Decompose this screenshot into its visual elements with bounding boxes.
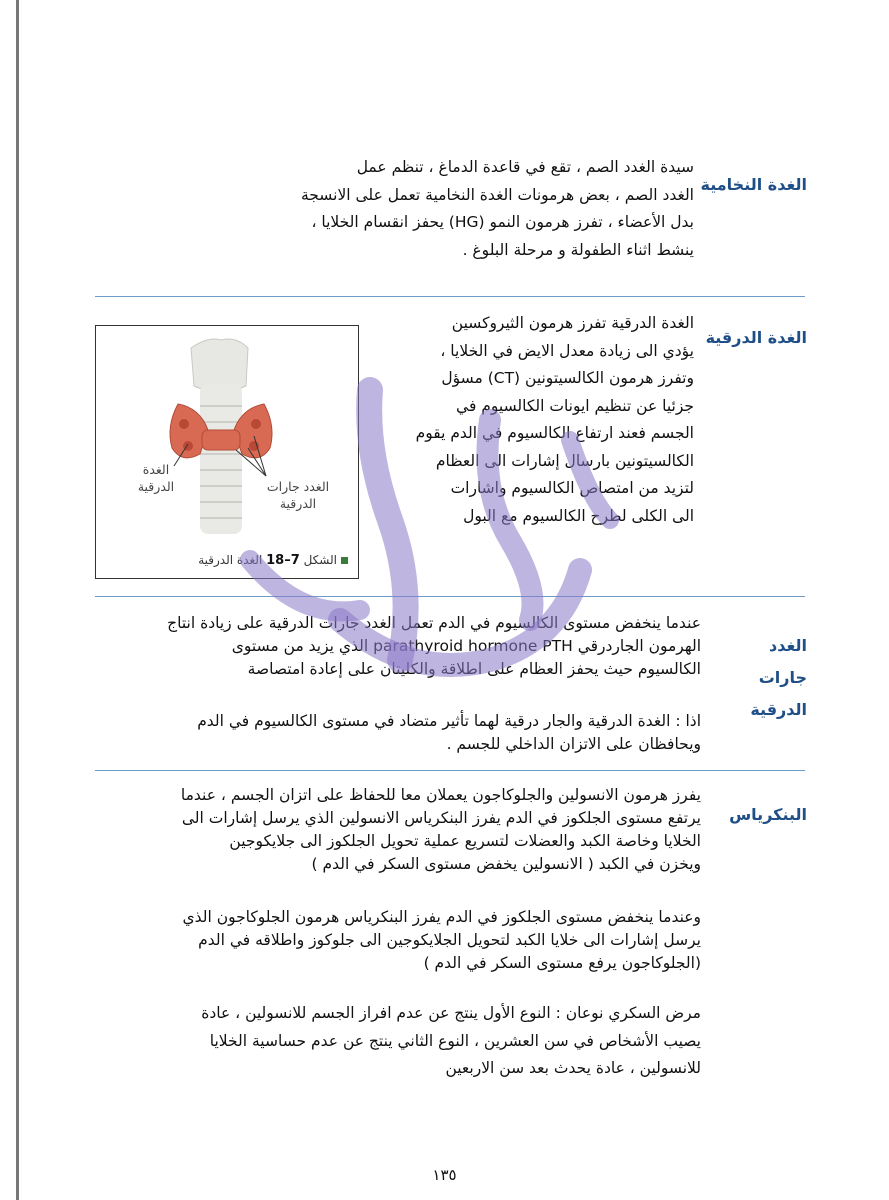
caption-marker-icon (341, 557, 348, 564)
text-line: الى الكلى لطرح الكالسيوم مع البول (463, 506, 694, 525)
pancreas-text-1 (91, 784, 701, 876)
caption-title: الغدة الدرقية (198, 553, 263, 567)
text-line: ويحافظان على الاتزان الداخلي للجسم . (446, 735, 701, 753)
heading-thyroid: الغدة الدرقية (705, 328, 807, 347)
thyroid-text (364, 310, 694, 530)
text-line: ويخزن في الكبد ( الانسولين يخفض مستوى السكر في الدم ) (311, 855, 701, 873)
parathyroid-text-2 (91, 710, 701, 756)
caption-number: 7–18 (266, 553, 300, 568)
text-line: يؤدي الى زيادة معدل الايض في الخلايا ، (440, 341, 694, 360)
text-line: سيدة الغدد الصم ، تقع في قاعدة الدماغ ، تنظم عمل (356, 158, 694, 176)
text-line: (الجلوكاجون يرفع مستوى السكر في الدم ) (423, 954, 701, 972)
text-line: جزئيا عن تنظيم ايونات الكالسيوم في (456, 396, 694, 415)
text-line: يفرز هرمون الانسولين والجلوكاجون يعملان معا للحفاظ على اتزان الجسم ، عندما (180, 786, 701, 804)
text-line: الغدة الدرقية تفرز هرمون الثيروكسين (451, 314, 694, 332)
heading-parathyroid: الغدد جارات الدرقية (750, 636, 807, 719)
text-line: وعندما ينخفض مستوى الجلكوز في الدم يفرز البنكرياس هرمون الجلوكاجون الذي (182, 908, 701, 926)
parathyroid-text-1 (91, 612, 701, 681)
text-line: يرتفع مستوى الجلكوز في الدم يفرز البنكرياس الانسولين الذي يرسل إشارات الى (181, 809, 701, 827)
thyroid-illustration (96, 326, 358, 556)
heading-pituitary: الغدة النخامية (700, 175, 807, 194)
thyroid-figure (95, 325, 359, 579)
text-line: الخلايا وخاصة الكبد والعضلات لتسريع عملية تحويل الجلكوز الى جلايكوجين (229, 832, 701, 850)
text-line: يرسل إشارات الى خلايا الكبد لتحويل الجلايكوجين الى جلوكوز واطلاقه في الدم (198, 931, 701, 949)
label-thyroid: الغدة الدرقية (137, 462, 175, 494)
text-line: الغدد الصم ، بعض هرمونات الغدة النخامية تعمل على الانسجة (300, 185, 694, 204)
section-divider (95, 596, 805, 597)
text-line: الجسم فعند ارتفاع الكالسيوم في الدم يقوم (415, 424, 694, 442)
page-number: ١٣٥ (432, 1166, 457, 1184)
text-line: الكالسيوم حيث يحفز العظام على اطلاقة والكليتان على إعادة امتصاصة (247, 660, 701, 678)
text-line: ينشط اثناء الطفولة و مرحلة البلوغ . (462, 240, 694, 259)
text-line: لتزيد من امتصاص الكالسيوم واشارات (450, 479, 694, 497)
text-line: للانسولين ، عادة يحدث بعد سن الاربعين (445, 1059, 701, 1077)
caption-prefix: الشكل (303, 553, 337, 567)
text-line: الهرمون الجاردرقي parathyroid hormone PTH الذي يزيد من مستوى (231, 637, 701, 655)
text-line: بدل الأعضاء ، تفرز هرمون النمو (HG) يحفز انقسام الخلايا ، (311, 213, 694, 231)
text-line: الكالسيتونين بارسال إشارات الى العظام (435, 451, 694, 470)
section-divider (95, 770, 805, 771)
heading-pancreas: البنكرياس (729, 805, 807, 824)
section-divider (95, 296, 805, 297)
pituitary-text (94, 154, 694, 264)
pancreas-text-2 (91, 906, 701, 975)
label-parathyroid: الغدد جارات الدرقية (266, 479, 330, 511)
text-line: اذا : الغدة الدرقية والجار درقية لهما تأثير متضاد في مستوى الكالسيوم في الدم (197, 712, 701, 730)
text-line: يصيب الأشخاص في سن العشرين ، النوع الثاني ينتج عن عدم حساسية الخلايا (209, 1031, 701, 1050)
text-line: وتفرز هرمون الكالسيتونين (CT) مسؤل (441, 369, 694, 387)
pancreas-text-3 (91, 1000, 701, 1083)
text-line: عندما ينخفض مستوى الكالسيوم في الدم تعمل الغدد جارات الدرقية على زيادة انتاج (167, 614, 701, 632)
text-line: مرض السكري نوعان : النوع الأول ينتج عن عدم افراز الجسم للانسولين ، عادة (201, 1004, 701, 1022)
figure-caption (106, 553, 348, 568)
